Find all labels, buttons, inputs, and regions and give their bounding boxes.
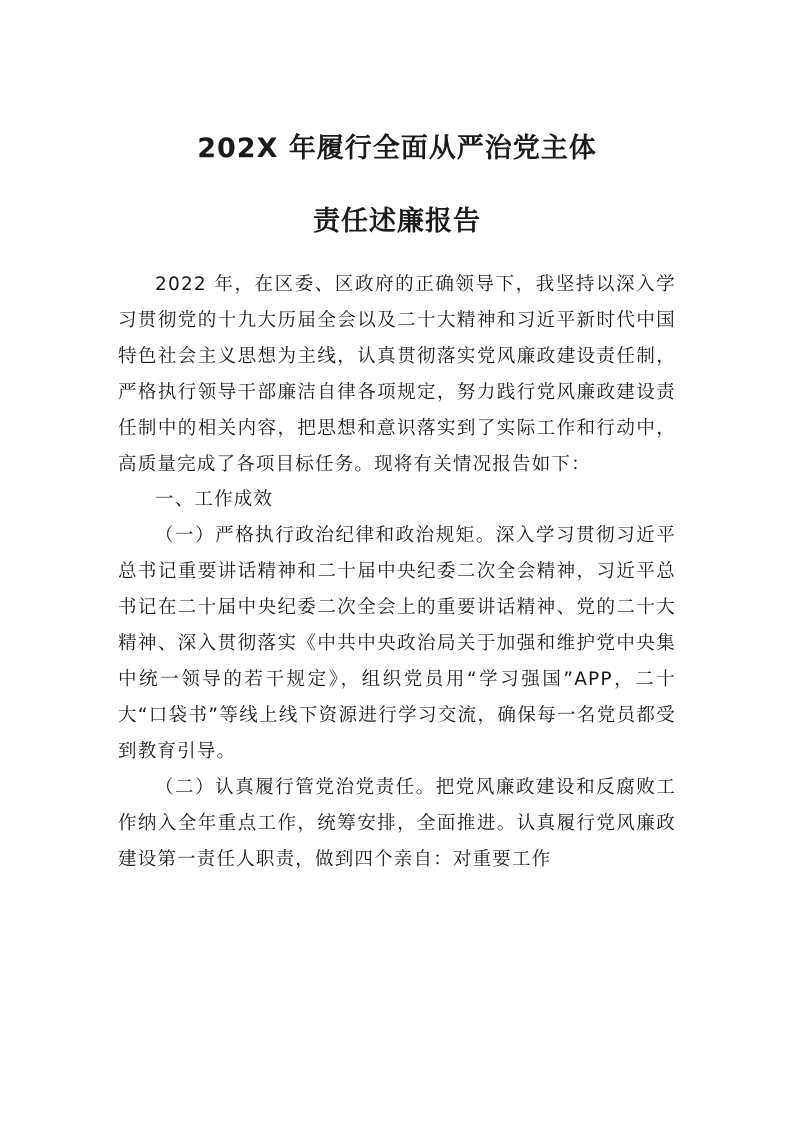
section-heading-work-results: 一、工作成效	[155, 489, 274, 511]
document-body	[118, 267, 676, 877]
paragraph-political-discipline: （一）严格执行政治纪律和政治规矩。深入学习贯彻习近平总书记重要讲话精神和二十届中央纪委二次全会精神，习近平总书记在二十届中央纪委二次全会上的重要讲话精神、党的二十大精神、深入贯彻落实《中共中央政治局关于加强和维护党中央集中统一领导的若干规定》，组织党员用“学习强国”APP，二十大“口袋书”等线上线下资源进行学习交流，确保每一名党员都受到教育引导。	[118, 525, 676, 762]
intro-paragraph: 2022 年，在区委、区政府的正确领导下，我坚持以深入学习贯彻党的十九大历届全会以及二十大精神和习近平新时代中国特色社会主义思想为主线，认真贯彻落实党风廉政建设责任制，严格执行领导干部廉洁自律各项规定，努力践行党风廉政建设责任制中的相关内容，把思想和意识落实到了实际工作和行动中，高质量完成了各项目标任务。现将有关情况报告如下：	[118, 274, 676, 475]
document-title-line-2: 责任述廉报告	[313, 206, 481, 237]
paragraph-party-governance: （二）认真履行管党治党责任。把党风廉政建设和反腐败工作纳入全年重点工作，统筹安排，全面推进。认真履行党风廉政建设第一责任人职责，做到四个亲自：对重要工作	[118, 776, 676, 870]
document-title-line-1: 202X 年履行全面从严治党主体	[197, 133, 597, 164]
